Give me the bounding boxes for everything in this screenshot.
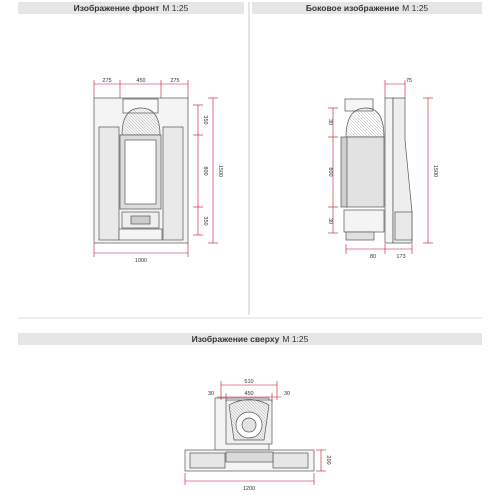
side-view-title: Боковое изображение — [305, 3, 400, 13]
top-hearth-right — [273, 453, 308, 468]
side-back-wall — [385, 98, 393, 243]
side-view-scale: M 1:25 — [402, 3, 429, 13]
side-dim-bottom-right: 173 — [396, 254, 406, 260]
front-view-scale: M 1:25 — [162, 3, 189, 13]
side-view — [341, 98, 412, 243]
front-dim-top-mid: 450 — [136, 78, 146, 84]
front-base — [119, 229, 162, 240]
top-hearth-left — [190, 453, 225, 468]
top-dim-depth: 200 — [325, 455, 331, 465]
side-dim-left-mid: 800 — [327, 167, 333, 177]
top-view-title: Изображение сверху — [191, 334, 280, 344]
front-glass — [125, 140, 156, 204]
front-dim-bottom-total: 1000 — [134, 258, 148, 264]
side-dim-top-right: 75 — [405, 78, 413, 84]
top-dim-left-offset: 30 — [207, 391, 215, 397]
top-door — [226, 452, 273, 462]
side-base — [344, 210, 384, 232]
top-view — [185, 398, 314, 471]
side-dim-bottom-left: 80 — [369, 254, 377, 260]
front-dim-right-total: 1500 — [217, 164, 223, 178]
side-dome — [346, 108, 384, 137]
top-dim-total: 510 — [244, 379, 254, 385]
front-dim-right-mid: 800 — [202, 166, 208, 176]
front-view-title: Изображение фронт — [73, 3, 160, 13]
front-view — [94, 98, 188, 243]
top-dim-right-offset: 30 — [283, 391, 291, 397]
side-foot — [346, 232, 374, 240]
top-flue-inner — [242, 418, 256, 432]
front-ash-slot — [131, 216, 150, 224]
side-firebox — [346, 137, 384, 207]
side-lower-shelf — [395, 212, 412, 240]
top-dim-mid: 450 — [244, 391, 254, 397]
side-dim-right-total: 1500 — [432, 164, 438, 178]
top-dim-bottom-total: 1200 — [242, 486, 256, 492]
front-left-panel — [99, 127, 119, 240]
front-dim-right-upper: 350 — [202, 115, 208, 125]
top-view-scale: M 1:25 — [282, 334, 309, 344]
front-dim-top-left: 275 — [102, 78, 112, 84]
front-dim-right-lower: 350 — [202, 216, 208, 226]
front-right-panel — [163, 127, 183, 240]
side-door-edge — [341, 137, 347, 207]
front-dim-top-right: 275 — [170, 78, 180, 84]
side-dim-left-lower: 30 — [327, 217, 333, 225]
side-dim-left-upper: 30 — [327, 118, 333, 126]
